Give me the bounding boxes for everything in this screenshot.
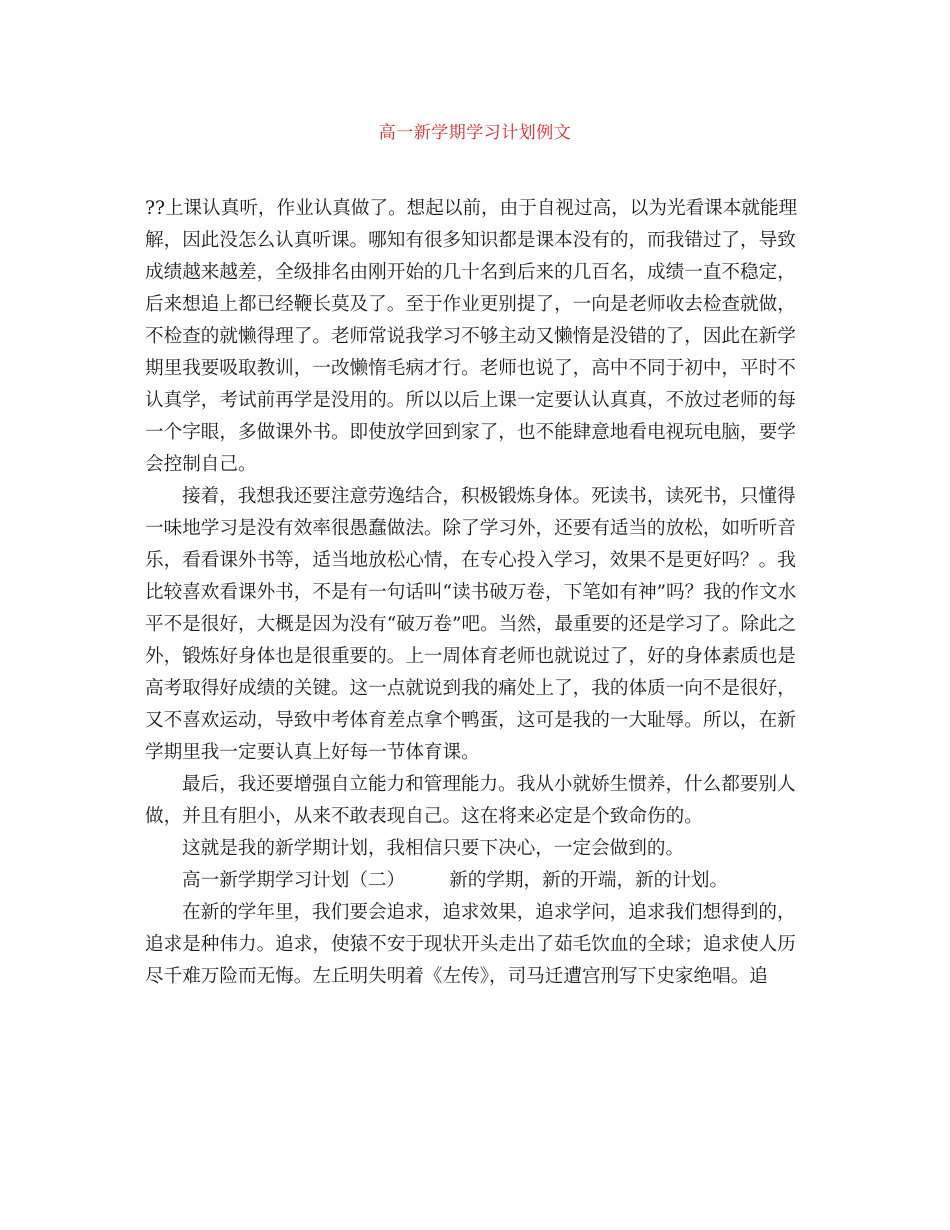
- text-line: 成绩越来越差，全级排名由刚开始的几十名到后来的几百名，成绩一直不稳定，: [145, 262, 796, 283]
- text-line: 追求是种伟力。追求，使猿不安于现状开头走出了茹毛饮血的全球；追求使人历: [145, 934, 796, 955]
- document-title: 高一新学期学习计划例文: [378, 123, 572, 143]
- section-heading: 高一新学期学习计划（二）: [182, 870, 406, 891]
- text-line: ??上课认真听，作业认真做了。想起以前，由于自视过高，以为光看课本就能理: [145, 198, 798, 219]
- text-line: 解，因此没怎么认真听课。哪知有很多知识都是课本没有的，而我错过了，导致: [145, 230, 796, 251]
- paragraph-start-line: 在新的学年里，我们要会追求，追求效果，追求学问，追求我们想得到的，: [182, 902, 796, 923]
- text-line: 乐，看看课外书等，适当地放松心情，在专心投入学习，效果不是更好吗？。我: [145, 550, 796, 571]
- section-heading-line: [145, 865, 807, 897]
- text-line: 认真学，考试前再学是没用的。所以以后上课一定要认认真真，不放过老师的每: [145, 390, 796, 411]
- text-line: 一个字眼，多做课外书。即使放学回到家了，也不能肆意地看电视玩电脑，要学: [145, 422, 796, 443]
- text-line: 学期里我一定要认真上好每一节体育课。: [145, 742, 480, 763]
- text-line: 比较喜欢看课外书，不是有一句话叫“读书破万卷，下笔如有神”吗？我的作文水: [145, 582, 797, 603]
- text-line: 外，锻炼好身体也是很重要的。上一周体育老师也就说过了，好的身体素质也是: [145, 646, 796, 667]
- text-line: 期里我要吸取教训，一改懒惰毛病才行。老师也说了，高中不同于初中，平时不: [145, 358, 796, 379]
- section-intro: 新的学期，新的开端，新的计划。: [449, 870, 729, 891]
- text-line: 会控制自己。: [145, 454, 257, 475]
- paragraph-start-line: 这就是我的新学期计划，我相信只要下决心，一定会做到的。: [182, 838, 685, 859]
- text-line: 高考取得好成绩的关键。这一点就说到我的痛处上了，我的体质一向不是很好，: [145, 678, 796, 699]
- paragraph-start-line: 最后，我还要增强自立能力和管理能力。我从小就娇生惯养，什么都要别人: [182, 774, 796, 795]
- text-line: 又不喜欢运动，导致中考体育差点拿个鸭蛋，这可是我的一大耻辱。所以，在新: [145, 710, 796, 731]
- text-line: 尽千难万险而无悔。左丘明失明着《左传》，司马迁遭宫刑写下史家绝唱。追: [145, 966, 768, 987]
- paragraph-start-line: 接着，我想我还要注意劳逸结合，积极锻炼身体。死读书，读死书，只懂得: [182, 486, 796, 507]
- document-body: [145, 193, 807, 993]
- text-line: 平不是很好，大概是因为没有“破万卷”吧。当然，最重要的还是学习了。除此之: [145, 614, 797, 635]
- text-line: 一味地学习是没有效率很愚蠢做法。除了学习外，还要有适当的放松，如听听音: [145, 518, 796, 539]
- text-line: 做，并且有胆小，从来不敢表现自己。这在将来必定是个致命伤的。: [145, 806, 703, 827]
- text-line: 后来想追上都已经鞭长莫及了。至于作业更别提了，一向是老师收去检查就做，: [145, 294, 796, 315]
- text-line: 不检查的就懒得理了。老师常说我学习不够主动又懒惰是没错的了，因此在新学: [145, 326, 796, 347]
